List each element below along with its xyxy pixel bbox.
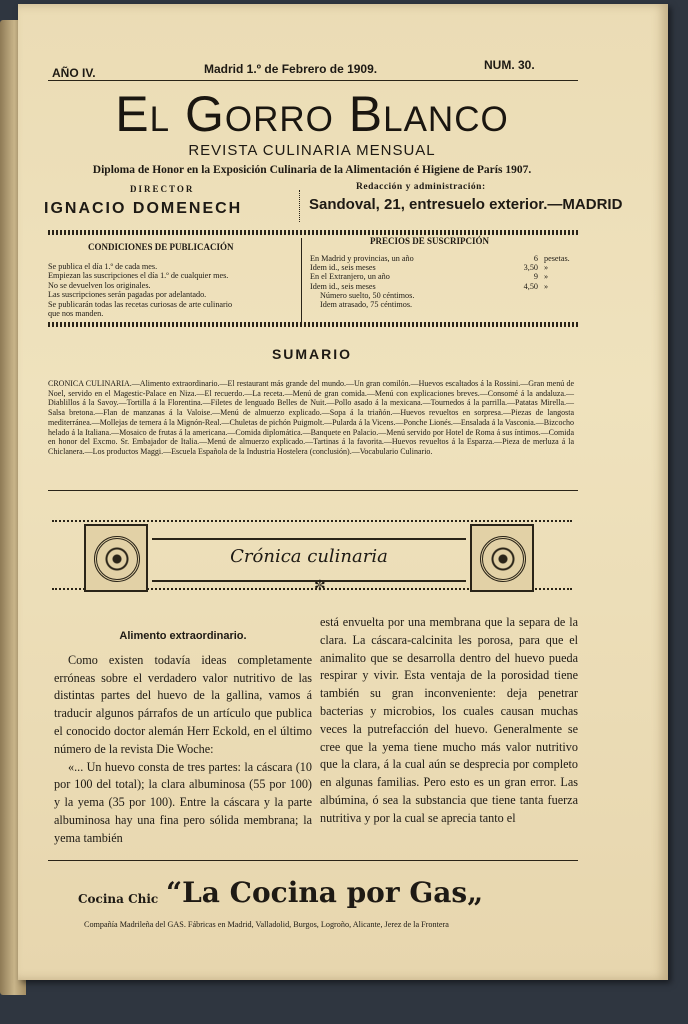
price-row: En Madrid y provincias, un año 6 pesetas. xyxy=(310,254,570,263)
conditions-list xyxy=(48,262,232,318)
rosette-medallion-left xyxy=(84,524,148,592)
article-column-right xyxy=(320,614,578,828)
conditions-line: Las suscripciones serán pagadas por adelantado. xyxy=(48,290,207,300)
director-name: IGNACIO DOMENECH xyxy=(44,200,243,217)
prices-table xyxy=(310,254,570,309)
ornamental-rule xyxy=(48,322,578,327)
price-row: Idem id., seis meses 3,50 » xyxy=(310,263,549,273)
price-row: En el Extranjero, un año 9 » xyxy=(310,272,549,282)
admin-address: Sandoval, 21, entresuelo exterior.—MADRID xyxy=(309,196,623,213)
advert-rule xyxy=(48,860,578,861)
article-paragraph: «... Un huevo consta de tres partes: la cáscara (10 por 100 del total); la clara albuminosa (55 por 100) y la yema (35 por 100). Entre la cáscara y la parte albuminosa hay una fina pero sólida membrana; la yema también xyxy=(54,759,312,845)
summary-text: CRONICA CULINARIA.—Alimento extraordinario.—El restaurant más grande del mundo.—Un gran comilón.—Huevos escaltados á la Rossini.—Gran menú de Noel, servido en el Magestic-Palace en Niza.—El recuerdo.—La receta.—Menú de gran comida.—Menú con explicaciones breves.—Consomé á la andaluza.—Diablillos á la Savoy.—Tortilla á la Florentina.—Filetes de lenguado Belles de Nuit.—Pollo asado á la mexicana.—Tournedos á la parrilla.—Patatas Mirella.—Salsa bretona.—Flan de manzanas á la Valoise.—Menú de almuerzo explicado.—Sopa á la triañón.—Huevos revueltos en sorpresa.—Piezas de langosta mediterránea.—Mollejas de ternera á la Mignón-Real.—Chuletas de pichón Puigmolt.—Pularda á la Vicens.—Ponche Lionés.—Ensalada á la Vasconia.—Bizcocho helado á la Italiana.—Mosaico de frutas á la americana.—Comida diplomática.—Banquete en Palacio.—Menú servido por Hotel de Roma á sus íntimos.—Comida en honor del Excmo. Sr. Embajador de Italia.—Menú de almuerzo explicado.—Tartinas á la favorita.—Huevos revueltos á la Esparza.—Pieza de merluza á la Chiclanera.—Los productos Maggi.—Escuela Española de la Industria Hostelera (conclusión).—Vocabulario Culinario. xyxy=(48,379,574,456)
section-banner xyxy=(52,516,572,596)
newspaper-page xyxy=(18,4,668,980)
header-rule xyxy=(48,80,578,81)
price-back-issue: Idem atrasado, 75 céntimos. xyxy=(320,300,413,310)
ornamental-rule xyxy=(48,230,578,235)
summary-rule xyxy=(48,490,578,491)
conditions-line: Se publica el día 1.º de cada mes. xyxy=(48,262,158,271)
conditions-line: Se publicarán todas las recetas curiosas de arte culinario xyxy=(48,299,233,309)
issue-number: NUM. 30. xyxy=(484,58,535,72)
article-paragraph: está envuelta por una membrana que la separa de la clara. La cáscara-calcinita les porosa, para que el animalito que se desarrolla dentro del huevo pueda respirar y vivir. Esta ventaja de la porosidad tiene también su gran inconveniente: deja penetrar bacterias y microbios, los cuales causan muchas veces la putrefacción del huevo. Generalmente se cree que la yema tiene mucho más valor nutritivo que la clara, á la cual aún se desprecia por completo en algunas familias. Pero esto es un gran error. Las albúmina, ó sea la substancia que tiene tanta fuerza nutritiva y por la cual se aprecia tanto el xyxy=(320,615,578,825)
conditions-line: que nos manden. xyxy=(48,309,104,319)
conditions-title: CONDICIONES DE PUBLICACIÓN xyxy=(88,242,234,252)
advert-headline: “La Cocina por Gas„ xyxy=(166,876,484,909)
price-row: Idem id., seis meses 4,50 » xyxy=(310,281,549,291)
director-label: DIRECTOR xyxy=(130,184,195,194)
rosette-medallion-right xyxy=(470,524,534,592)
article-heading: Alimento extraordinario. xyxy=(119,630,247,642)
prices-title: PRECIOS DE SUSCRIPCIÓN xyxy=(370,236,490,246)
admin-label: Redacción y administración: xyxy=(356,182,486,192)
masthead-title: El Gorro Blanco xyxy=(115,86,509,142)
article-paragraph: Como existen todavía ideas completamente erróneas sobre el verdadero valor nutritivo de las distintas partes del huevo de la gallina, vamos á traducir algunos párrafos de un artículo que publica el conocido doctor alemán Herr Eckold, en el último número de la revista Die Woche: xyxy=(54,652,312,756)
summary-title: SUMARIO xyxy=(271,346,353,362)
article-column-left xyxy=(54,614,312,848)
advert-footer: Compañía Madrileña del GAS. Fábricas en Madrid, Valladolid, Burgos, Logroño, Alicante, Jerez de la Frontera xyxy=(84,920,449,929)
masthead-diploma: Diploma de Honor en la Exposición Culinaria de la Alimentación é Higiene de París 1907. xyxy=(92,164,532,176)
price-single: Número suelto, 50 céntimos. xyxy=(320,290,415,300)
issue-year: AÑO IV. xyxy=(52,66,96,80)
issue-date: Madrid 1.º de Febrero de 1909. xyxy=(204,62,378,76)
masthead-divider xyxy=(299,190,301,222)
conditions-line: No se devuelven los originales. xyxy=(48,280,151,290)
masthead-subtitle: REVISTA CULINARIA MENSUAL xyxy=(188,142,436,159)
flower-ornament-icon: ✼ xyxy=(314,579,326,594)
section-title: Crónica culinaria xyxy=(230,546,388,567)
advert-left-text: Cocina Chic xyxy=(78,892,159,906)
conditions-line: Empiezan las suscripciones el día 1.º de cualquier mes. xyxy=(48,271,229,281)
column-divider xyxy=(301,238,302,322)
